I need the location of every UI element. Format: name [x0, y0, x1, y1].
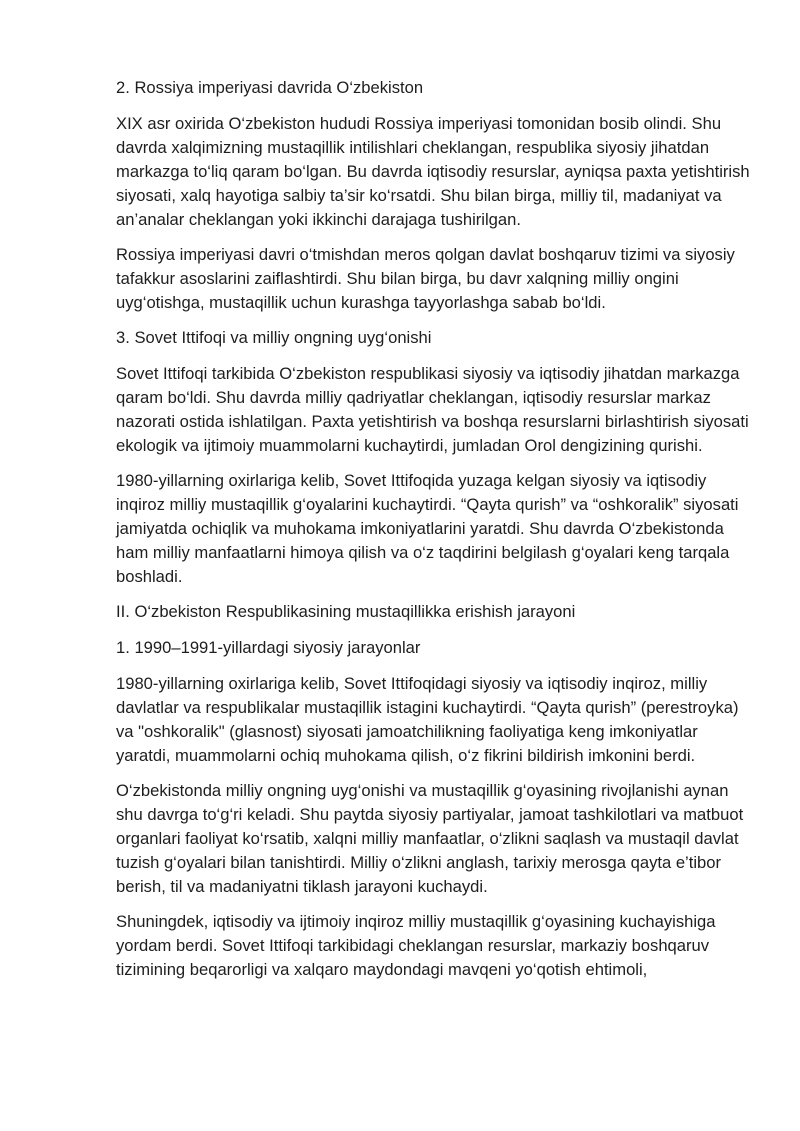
chapter-heading-independence: II. O‘zbekiston Respublikasining mustaqillikka erishish jarayoni: [116, 602, 576, 621]
paragraph-russian-empire-1: XIX asr oxirida O‘zbekiston hududi Rossiya imperiyasi tomonidan bosib olindi. Shu davrda xalqimizning mustaqillik intilishlari cheklangan, respublika siyosiy jihatdan markazga to‘liq qaram bo‘lgan. Bu davrda iqtisodiy resurslar, ayniqsa paxta yetishtirish siyosati, xalq hayotiga salbiy ta’sir ko‘rsatdi. Shu bilan birga, milliy til, madaniyat va an’analar cheklangan yoki ikkinchi darajaga tushirilgan.: [116, 114, 750, 229]
section-heading-russian-empire: 2. Rossiya imperiyasi davrida O‘zbekiston: [116, 78, 424, 97]
section-heading-soviet-union: 3. Sovet Ittifoqi va milliy ongning uyg‘onishi: [116, 328, 432, 347]
paragraph-russian-empire-2: Rossiya imperiyasi davri o‘tmishdan meros qolgan davlat boshqaruv tizimi va siyosiy tafakkur asoslarini zaiflashtirdi. Shu bilan birga, bu davr xalqning milliy ongini uyg‘otishga, mustaqillik uchun kurashga tayyorlashga sabab bo‘ldi.: [116, 245, 735, 312]
paragraph-soviet-union-2: 1980-yillarning oxirlariga kelib, Sovet Ittifoqida yuzaga kelgan siyosiy va iqtisodiy inqiroz milliy mustaqillik g‘oyalarini kuchaytirdi. “Qayta qurish” va “oshkoralik” siyosati jamiyatda ochiqlik va muhokama imkoniyatlarini yaratdi. Shu davrda O‘zbekistonda ham milliy manfaatlarni himoya qilish va o‘z taqdirini belgilash g‘oyalari keng tarqala boshladi.: [116, 471, 739, 586]
paragraph-1990-1991-3: Shuningdek, iqtisodiy va ijtimoiy inqiroz milliy mustaqillik g‘oyasining kuchayishiga yordam berdi. Sovet Ittifoqi tarkibidagi cheklangan resurslar, markaziy boshqaruv tizimining beqarorligi va xalqaro maydondagi mavqeni yo‘qotish ehtimoli,: [116, 912, 716, 979]
paragraph-1990-1991-1: 1980-yillarning oxirlariga kelib, Sovet Ittifoqidagi siyosiy va iqtisodiy inqiroz, milliy davlatlar va respublikalar mustaqillik istagini kuchaytirdi. “Qayta qurish” (perestroyka) va "oshkoralik" (glasnost) siyosati jamoatchilikning faoliyatiga keng imkoniyatlar yaratdi, muammolarni ochiq muhokama qilish, o‘z fikrini bildirish imkonini berdi.: [116, 674, 739, 765]
document-body: [116, 76, 756, 993]
section-heading-1990-1991: 1. 1990–1991-yillardagi siyosiy jarayonlar: [116, 638, 421, 657]
paragraph-soviet-union-1: Sovet Ittifoqi tarkibida O‘zbekiston respublikasi siyosiy va iqtisodiy jihatdan markazga qaram bo‘ldi. Shu davrda milliy qadriyatlar cheklangan, iqtisodiy resurslar markaz nazorati ostida ishlatilgan. Paxta yetishtirish va boshqa resurslarni birlashtirish siyosati ekologik va ijtimoiy muammolarni kuchaytirdi, jumladan Orol dengizining qurishi.: [116, 364, 749, 455]
paragraph-1990-1991-2: O‘zbekistonda milliy ongning uyg‘onishi va mustaqillik g‘oyasining rivojlanishi aynan shu davrga to‘g‘ri keladi. Shu paytda siyosiy partiyalar, jamoat tashkilotlari va matbuot organlari faoliyat ko‘rsatib, xalqni milliy manfaatlar, o‘zlikni saqlash va mustaqil davlat tuzish g‘oyalari bilan tanishtirdi. Milliy o‘zlikni anglash, tarixiy merosga qayta e’tibor berish, til va madaniyatni tiklash jarayoni kuchaydi.: [116, 781, 744, 896]
